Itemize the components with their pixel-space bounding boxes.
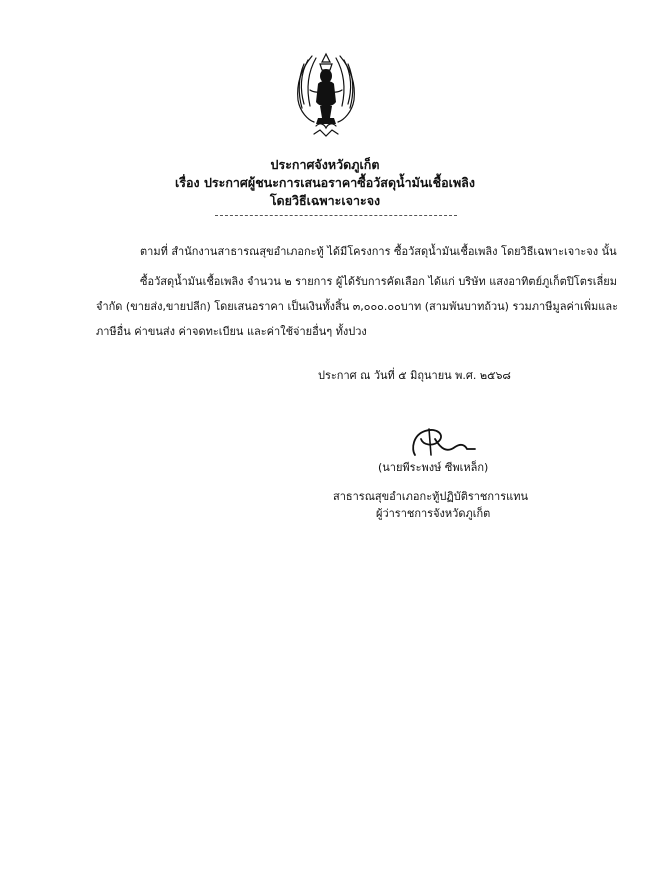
announcement-subject: เรื่อง ประกาศผู้ชนะการเสนอราคาซื้อวัสดุน้ำมันเชื้อเพลิง (175, 175, 475, 190)
body-paragraph-line-2: ซื้อวัสดุน้ำมันเชื้อเพลิง จำนวน ๒ รายการ ผู้ได้รับการคัดเลือก ได้แก่ บริษัท แสงอาทิตย์ภูเก็ตปิโตรเลี่ยม (140, 275, 617, 288)
signature-icon (405, 425, 477, 459)
signatory-position-line-2: ผู้ว่าราชการจังหวัดภูเก็ต (376, 507, 491, 520)
signatory-name: (นายพีระพงษ์ ซีพเหล็ก) (378, 461, 489, 474)
body-paragraph-line-3: จำกัด (ขายส่ง,ขายปลีก) โดยเสนอราคา เป็นเงินทั้งสิ้น ๓,๐๐๐.๐๐บาท (สามพันบาทถ้วน) รวมภาษีมูลค่าเพิ่มและ (96, 300, 619, 313)
announcement-method: โดยวิธีเฉพาะเจาะจง (269, 193, 381, 208)
signatory-position-line-1: สาธารณสุขอำเภอกะทู้ปฏิบัติราชการแทน (333, 490, 528, 503)
announcement-title: ประกาศจังหวัดภูเก็ต (270, 157, 380, 172)
announcement-date: ประกาศ ณ วันที่ ๕ มิถุนายน พ.ศ. ๒๕๖๘ (318, 369, 511, 382)
garuda-emblem-icon (290, 50, 362, 142)
body-paragraph-line-4: ภาษีอื่น ค่าขนส่ง ค่าจดทะเบียน และค่าใช้จ่ายอื่นๆ ทั้งปวง (96, 325, 367, 338)
body-paragraph-line-1: ตามที่ สำนักงานสาธารณสุขอำเภอกะทู้ ได้มีโครงการ ซื้อวัสดุน้ำมันเชื้อเพลิง โดยวิธีเฉพาะเจาะจง นั้น (140, 245, 617, 258)
header-separator (215, 215, 457, 216)
